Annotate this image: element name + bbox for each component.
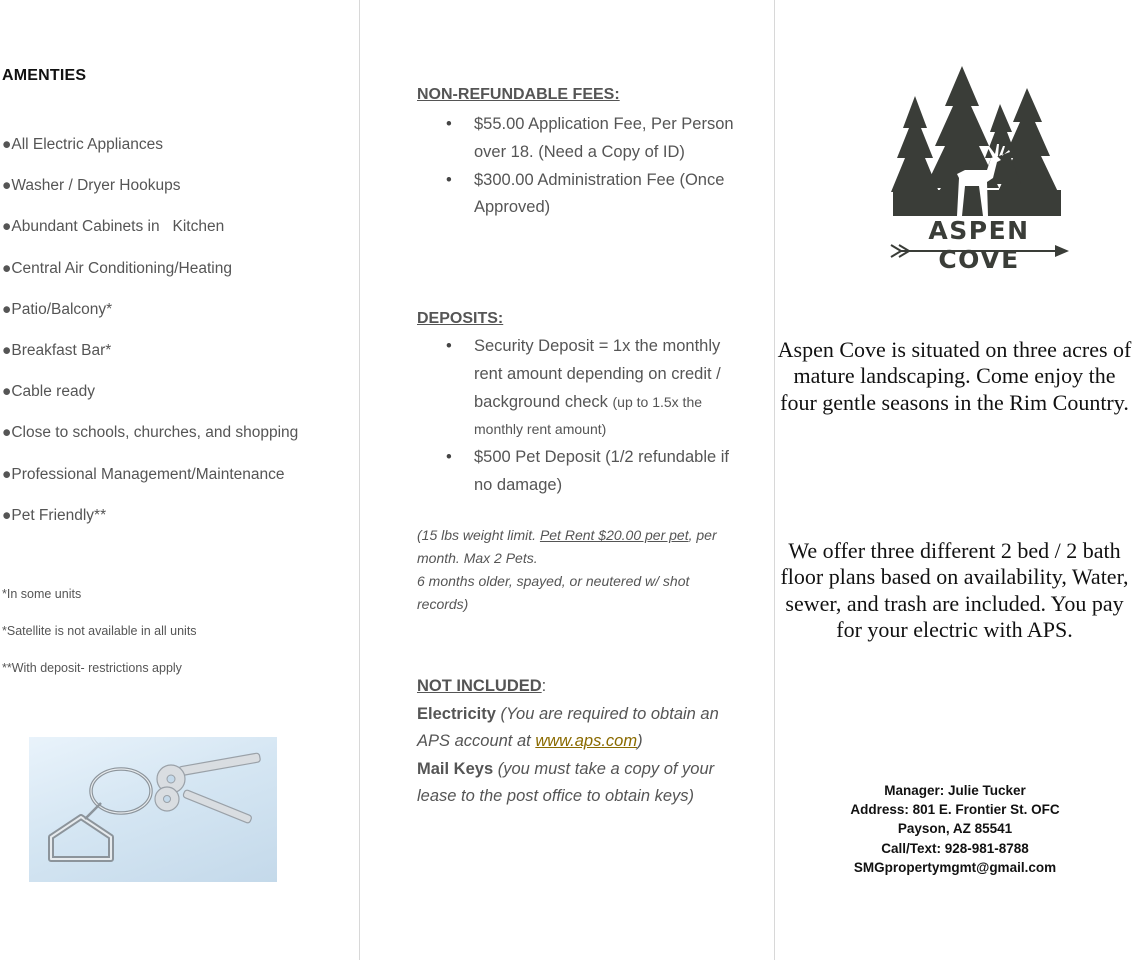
amenity-item: ●Patio/Balcony* bbox=[2, 300, 113, 318]
fee-item: • $55.00 Application Fee, Per Person over 18. (Need a Copy of ID) bbox=[417, 111, 737, 167]
contact-phone[interactable]: Call/Text: 928-981-8788 bbox=[881, 840, 1029, 856]
amenity-item: ●Abundant Cabinets in Kitchen bbox=[2, 218, 225, 236]
pet-policy-note: (15 lbs weight limit. Pet Rent $20.00 per pet, per month. Max 2 Pets. 6 months older, spayed, or neutered w/ shot records) bbox=[417, 527, 717, 612]
amenity-item: ●Central Air Conditioning/Heating bbox=[2, 259, 232, 277]
mail-keys-label: Mail Keys bbox=[417, 759, 494, 778]
contact-email[interactable]: SMGpropertymgmt@gmail.com bbox=[853, 859, 1057, 875]
amenity-item: ●Cable ready bbox=[2, 383, 95, 401]
deposits-title: DEPOSITS: bbox=[417, 310, 504, 327]
amenities-title: AMENTIES bbox=[2, 67, 87, 84]
contact-manager: Manager: Julie Tucker bbox=[884, 783, 1026, 798]
fees-list bbox=[417, 111, 737, 222]
deposit-item: • $500 Pet Deposit (1/2 refundable if no damage) bbox=[417, 444, 737, 500]
contact-city: Payson, AZ 85541 bbox=[897, 821, 1013, 837]
pine-trees-deer-icon bbox=[887, 66, 1071, 216]
amenities-panel bbox=[0, 0, 358, 960]
amenity-item: ●All Electric Appliances bbox=[2, 136, 163, 153]
contact-block bbox=[746, 781, 1134, 877]
amenities-footnotes bbox=[2, 585, 197, 695]
footnote: *Satellite is not available in all units bbox=[2, 623, 197, 638]
deposits-list bbox=[417, 333, 737, 500]
amenity-item: ●Professional Management/Maintenance bbox=[2, 465, 285, 483]
amenity-item: ●Pet Friendly** bbox=[2, 506, 107, 524]
amenities-list bbox=[2, 135, 298, 547]
not-included-section: NOT INCLUDED: Electricity (You are required to obtain an APS account at www.aps.com) Mail Keys (you must take a copy of your lease to the post office to obtain keys) bbox=[417, 677, 719, 806]
keys-illustration bbox=[29, 737, 277, 882]
intro-paragraph: Aspen Cove is situated on three acres of mature landscaping. Come enjoy the four gentle seasons in the Rim Country. bbox=[777, 337, 1132, 415]
pet-rent-text: Pet Rent $20.00 per pet bbox=[539, 527, 689, 543]
fee-item: • $300.00 Administration Fee (Once Approved) bbox=[417, 167, 737, 223]
fees-panel bbox=[417, 0, 757, 960]
aspen-cove-logo bbox=[887, 66, 1071, 274]
amenity-item: ●Close to schools, churches, and shopping bbox=[2, 424, 299, 442]
about-panel bbox=[775, 0, 1134, 960]
deposit-item bbox=[417, 333, 737, 444]
footnote: *In some units bbox=[2, 587, 82, 601]
deposit-item-note: (up to 1.5x the monthly rent amount) bbox=[474, 393, 703, 438]
amenity-item: ●Washer / Dryer Hookups bbox=[2, 177, 181, 195]
deposit-item-text: Security Deposit = 1x the monthly rent amount depending on credit / background check bbox=[474, 337, 721, 411]
not-included-title: NOT INCLUDED bbox=[417, 677, 542, 695]
column-divider-left bbox=[359, 0, 360, 960]
fees-title: NON-REFUNDABLE FEES: bbox=[417, 86, 620, 103]
logo-wordmark: ASPEN COVE bbox=[928, 216, 1030, 274]
floorplans-paragraph: We offer three different 2 bed / 2 bath floor plans based on availability, Water, sewer, and trash are included. You pay for your electric with APS. bbox=[780, 538, 1129, 643]
arrow-icon bbox=[887, 244, 1071, 258]
house-keys-photo bbox=[29, 737, 277, 882]
amenity-item: ●Breakfast Bar* bbox=[2, 341, 112, 359]
electricity-label: Electricity bbox=[417, 704, 496, 723]
contact-address: Address: 801 E. Frontier St. OFC bbox=[850, 802, 1060, 818]
aps-link[interactable]: www.aps.com bbox=[535, 732, 638, 751]
footnote: **With deposit- restrictions apply bbox=[2, 660, 182, 675]
